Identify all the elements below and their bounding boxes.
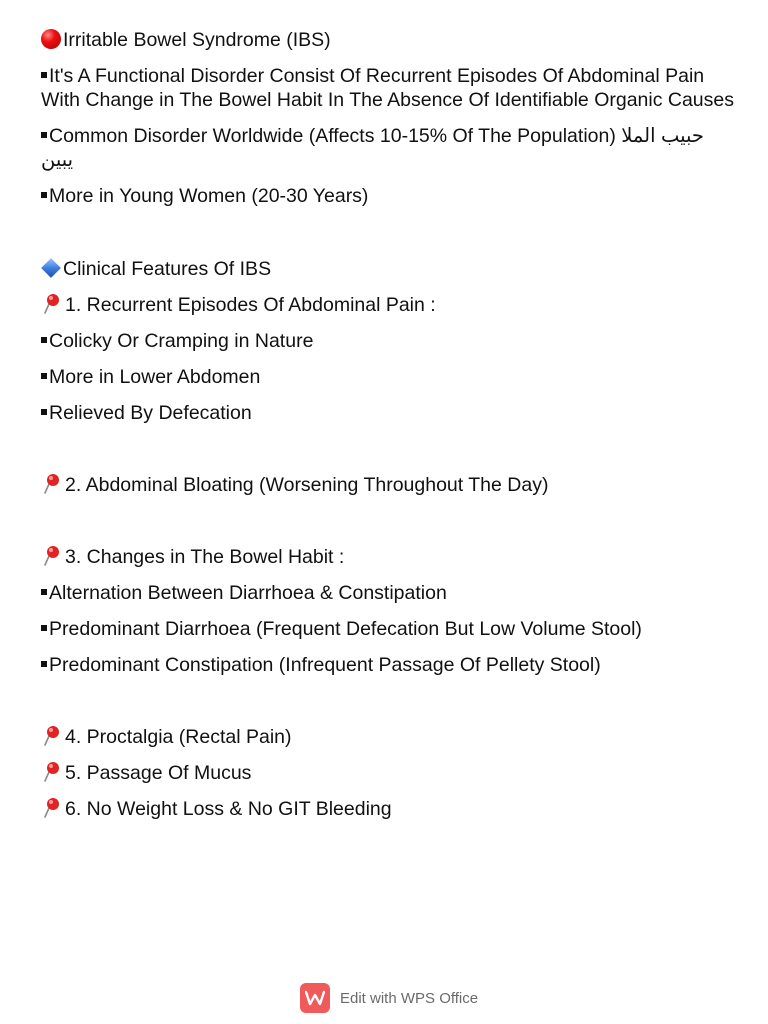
- pushpin-icon: [41, 725, 63, 747]
- bullet-point: It's A Functional Disorder Consist Of Recurrent Episodes Of Abdominal Pain With Change in The Bowel Habit In The Absence Of Identifiable Organic Causes: [41, 65, 735, 111]
- footer-label: Edit with WPS Office: [340, 989, 479, 1007]
- pushpin-icon: [41, 473, 63, 495]
- pushpin-icon: [41, 797, 63, 819]
- feature-heading: 1. Recurrent Episodes Of Abdominal Pain :: [41, 293, 741, 317]
- section-heading-ibs: [41, 28, 741, 52]
- wps-edit-link[interactable]: [300, 983, 478, 1013]
- document-body: [41, 28, 741, 833]
- blue-diamond-icon: [41, 258, 61, 278]
- pushpin-icon: [41, 293, 63, 315]
- section-heading-clinical-features: [41, 257, 741, 281]
- feature-heading: 3. Changes in The Bowel Habit :: [41, 545, 741, 569]
- feature-heading: 4. Proctalgia (Rectal Pain): [41, 725, 741, 749]
- feature-heading: 5. Passage Of Mucus: [41, 761, 741, 785]
- bullet-point: Common Disorder Worldwide (Affects 10-15% Of The Population) حبيب الملا يبين: [41, 125, 704, 171]
- square-bullet-icon: [41, 192, 47, 198]
- feature-heading: 6. No Weight Loss & No GIT Bleeding: [41, 797, 741, 821]
- bullet-point: Colicky Or Cramping in Nature: [41, 329, 741, 353]
- spacer: [41, 689, 741, 725]
- square-bullet-icon: [41, 132, 47, 138]
- bullet-point: Alternation Between Diarrhoea & Constipation: [41, 581, 741, 605]
- wps-office-logo-icon: [300, 983, 330, 1013]
- arabic-note: حبيب الملا يبين: [41, 125, 704, 171]
- bullet-point: Relieved By Defecation: [41, 401, 741, 425]
- square-bullet-icon: [41, 409, 47, 415]
- pushpin-icon: [41, 761, 63, 783]
- pushpin-icon: [41, 545, 63, 567]
- spacer: [41, 437, 741, 473]
- spacer: [41, 509, 741, 545]
- square-bullet-icon: [41, 373, 47, 379]
- bullet-point: More in Lower Abdomen: [41, 365, 741, 389]
- bullet-point: Predominant Diarrhoea (Frequent Defecation But Low Volume Stool): [41, 617, 741, 641]
- square-bullet-icon: [41, 72, 47, 78]
- section-title: Irritable Bowel Syndrome (IBS): [63, 29, 331, 51]
- square-bullet-icon: [41, 661, 47, 667]
- section-title: Clinical Features Of IBS: [63, 258, 272, 280]
- square-bullet-icon: [41, 337, 47, 343]
- square-bullet-icon: [41, 625, 47, 631]
- red-circle-icon: [41, 29, 61, 49]
- square-bullet-icon: [41, 589, 47, 595]
- spacer: [41, 220, 741, 257]
- bullet-point: More in Young Women (20-30 Years): [41, 184, 741, 208]
- bullet-point: Predominant Constipation (Infrequent Passage Of Pellety Stool): [41, 653, 741, 677]
- feature-heading: 2. Abdominal Bloating (Worsening Throughout The Day): [41, 473, 741, 497]
